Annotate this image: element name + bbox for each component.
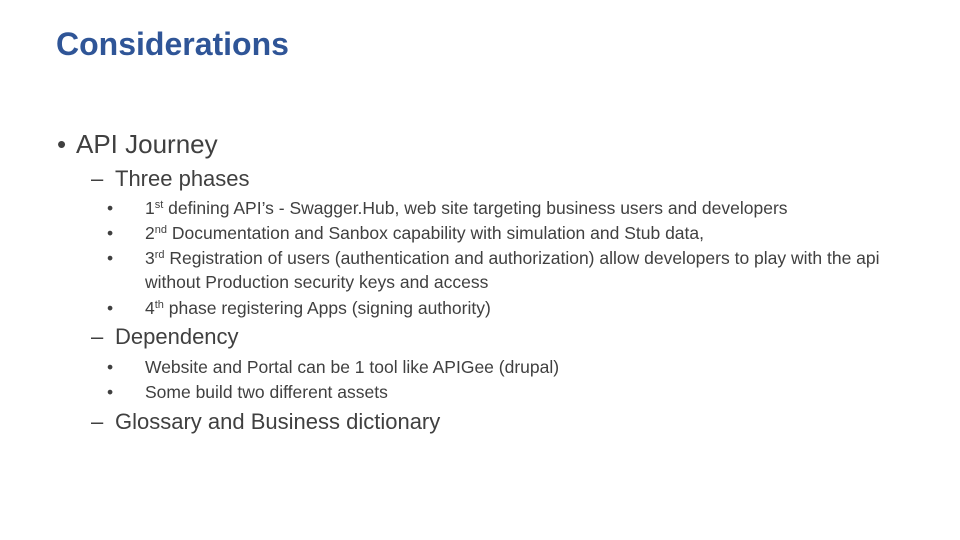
phase-ordinal-suffix: rd [154,249,165,261]
phase-ordinal-suffix: th [154,299,164,311]
phase-item-2 [107,221,916,245]
subbullet-three-phases-label: Three phases [115,166,250,191]
bullet-dot: • [107,382,114,402]
subbullet-dependency-label: Dependency [115,324,239,349]
phase-item-4 [107,296,916,320]
bullet-dot: • [57,129,67,159]
subbullet-glossary-label: Glossary and Business dictionary [115,409,441,434]
bullet-dot: • [107,198,114,218]
bullet-dot: • [107,248,114,268]
phase-text: Registration of users (authentication and authorization) allow developers to play with the api without Production security keys and access [145,248,880,292]
phase-ordinal: 1 [145,198,155,218]
bullet-dot: • [107,223,114,243]
phase-ordinal: 2 [145,223,155,243]
subbullet-glossary [91,409,440,435]
dependency-text: Website and Portal can be 1 tool like APIGee (drupal) [145,357,560,377]
bullet-api-journey [57,129,218,159]
subbullet-three-phases [91,166,250,192]
phase-text: Documentation and Sanbox capability with simulation and Stub data, [171,223,704,243]
bullet-api-journey-label: API Journey [76,129,218,159]
phase-ordinal-suffix: st [154,199,164,211]
dependency-item-1 [107,355,916,379]
bullet-dash: – [91,166,104,191]
phase-ordinal: 3 [145,248,155,268]
dependency-text: Some build two different assets [145,382,388,402]
phase-item-1 [107,196,916,220]
phase-item-3 [107,246,896,294]
phase-text: phase registering Apps (signing authority) [168,298,491,318]
dependency-item-2 [107,380,916,404]
phase-ordinal: 4 [145,298,155,318]
bullet-dot: • [107,357,114,377]
bullet-dot: • [107,298,114,318]
phase-text: defining API’s - Swagger.Hub, web site targeting business users and developers [168,198,788,218]
subbullet-dependency [91,324,239,350]
bullet-dash: – [91,409,104,434]
bullet-dash: – [91,324,104,349]
phase-ordinal-suffix: nd [154,224,167,236]
slide-title: Considerations [56,26,289,62]
